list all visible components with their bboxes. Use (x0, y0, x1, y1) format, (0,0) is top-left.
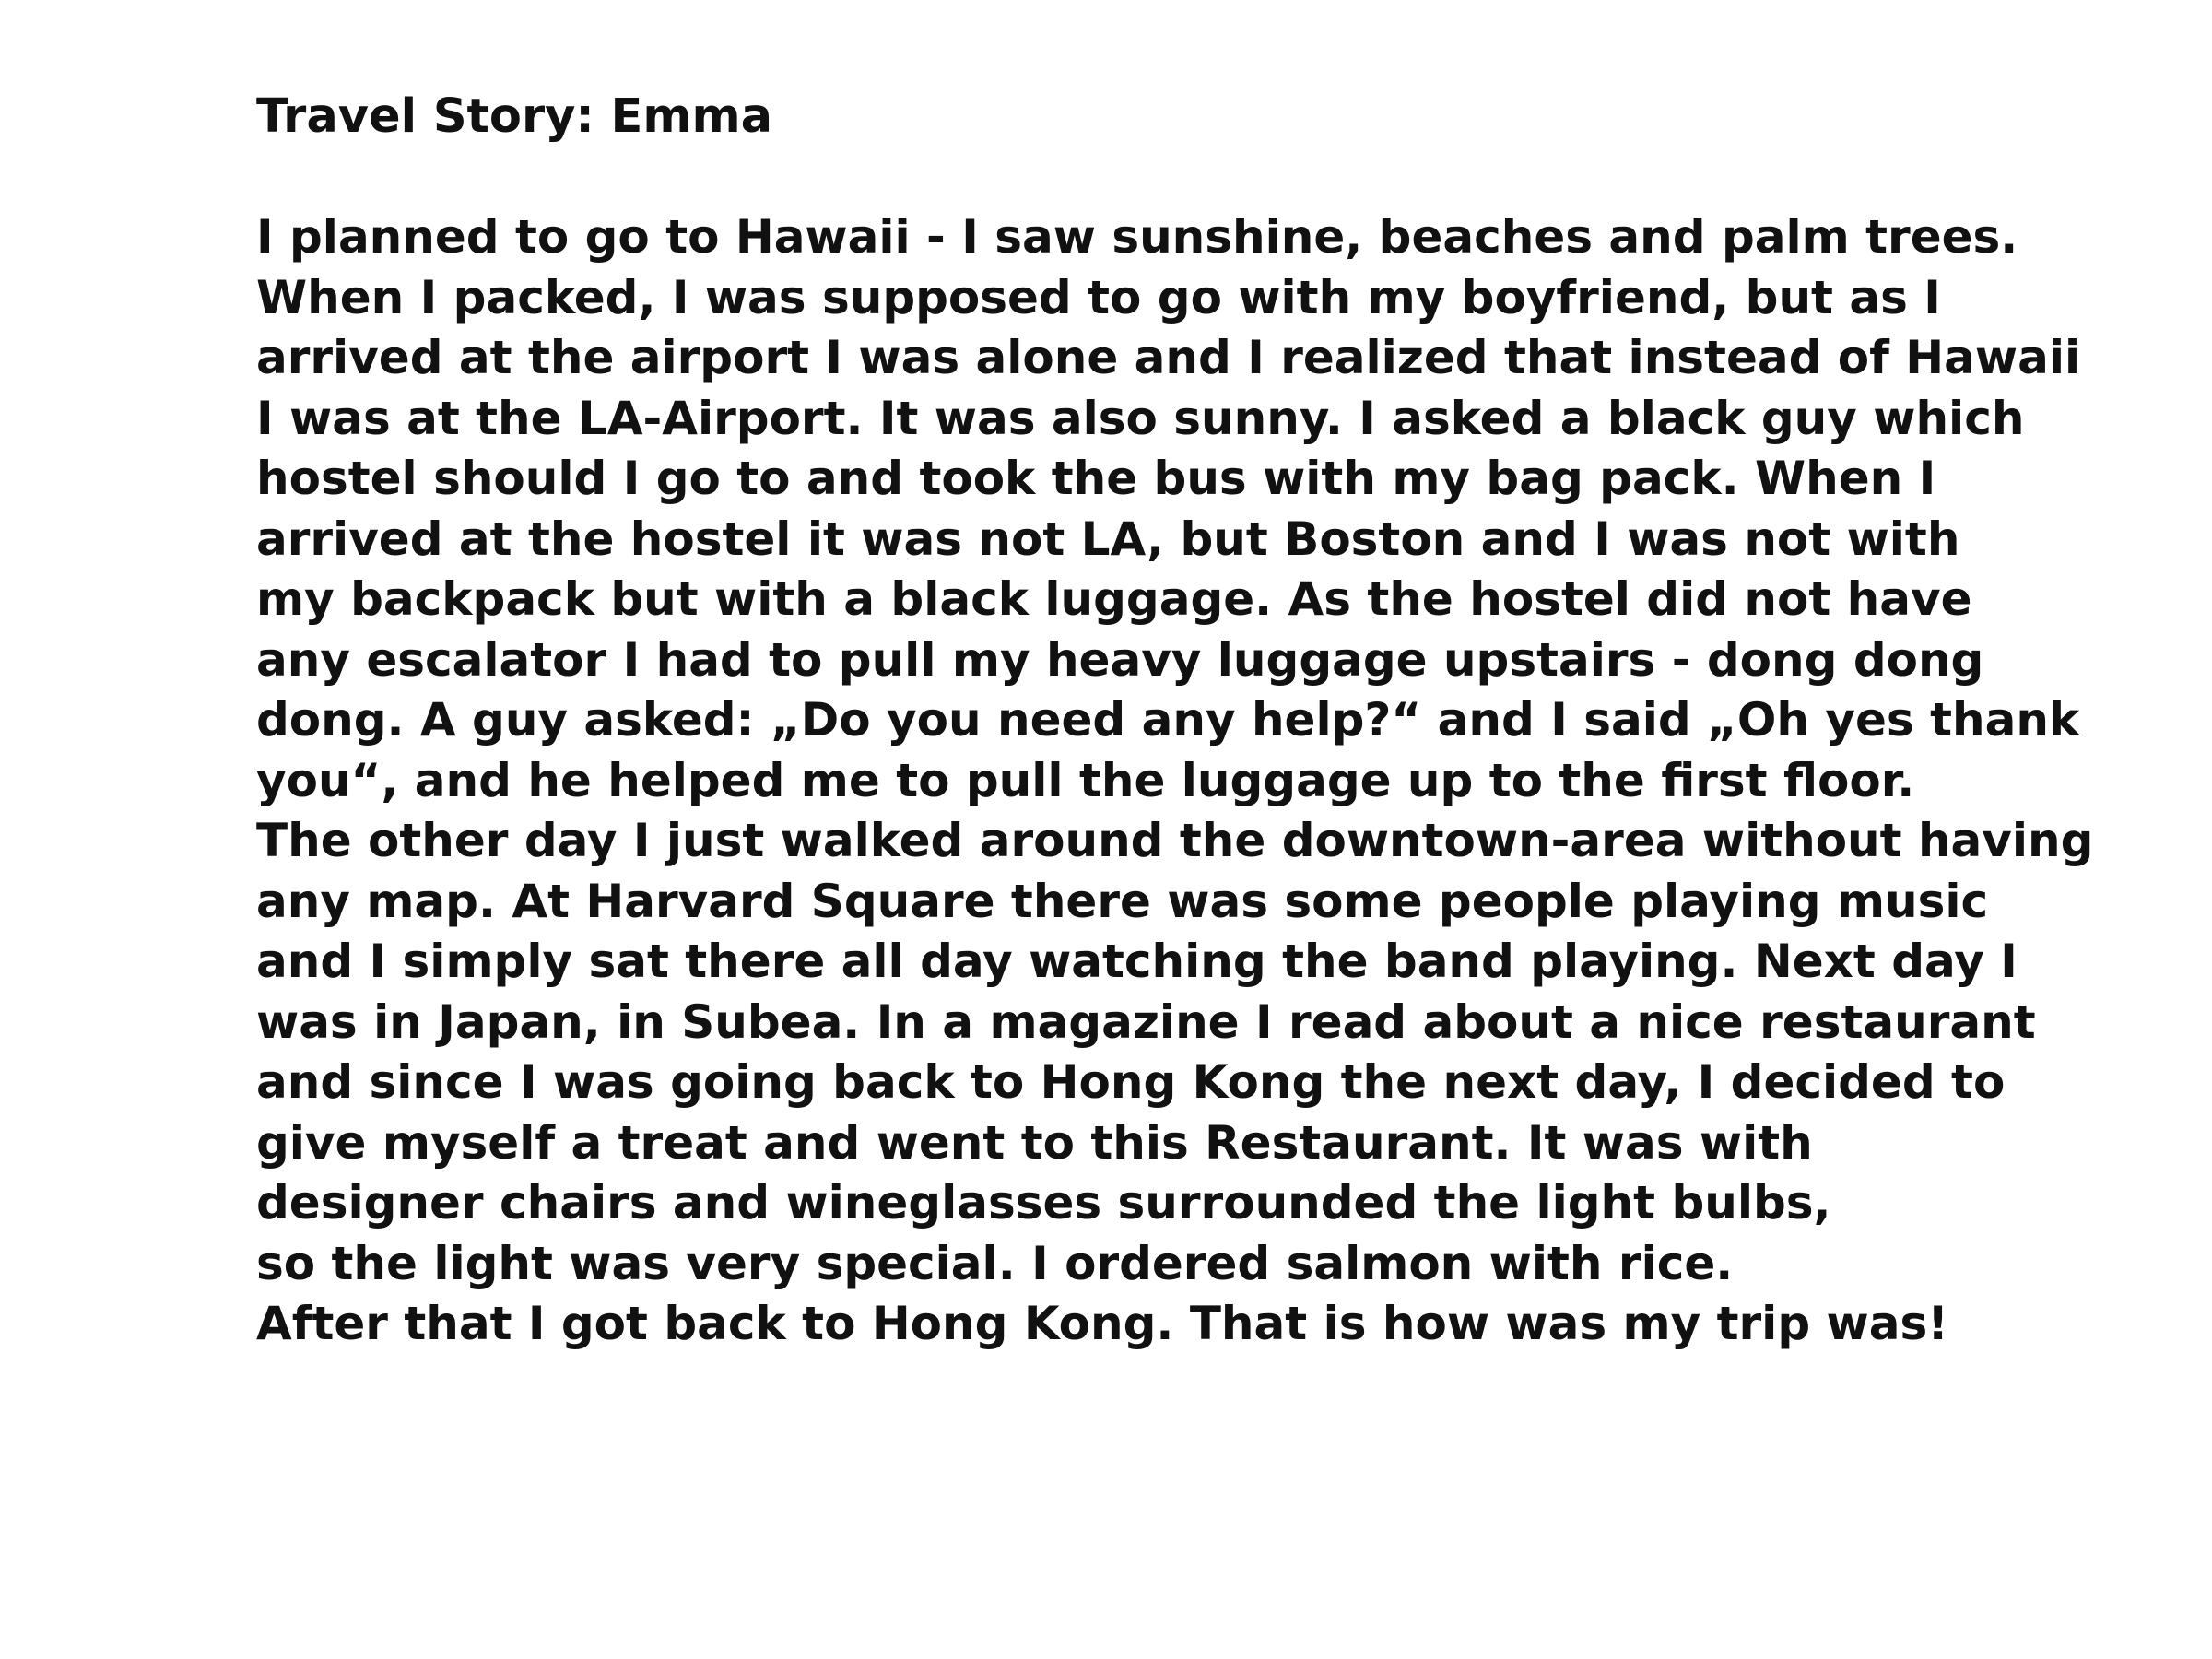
story-line: designer chairs and wineglasses surrounded the light bulbs, (256, 1176, 1831, 1230)
story-line: arrived at the hostel it was not LA, but Boston and I was not with (256, 512, 1960, 566)
story-line: my backpack but with a black luggage. As the hostel did not have (256, 572, 1972, 626)
story-line: so the light was very special. I ordered salmon with rice. (256, 1236, 1734, 1290)
story-line: hostel should I go to and took the bus with my bag pack. When I (256, 452, 1936, 505)
story-line: The other day I just walked around the downtown-area without having (256, 814, 2094, 867)
story-line: you“, and he helped me to pull the luggage up to the first floor. (256, 753, 1915, 807)
story-line: When I packed, I was supposed to go with my boyfriend, but as I (256, 270, 1941, 324)
story-line: any escalator I had to pull my heavy luggage upstairs - dong dong (256, 632, 1984, 687)
story-line: any map. At Harvard Square there was some people playing music (256, 874, 1989, 928)
story-line: dong. A guy asked: „Do you need any help?“ and I said „Oh yes thank (256, 693, 2080, 747)
story-line: was in Japan, in Subea. In a magazine I read about a nice restaurant (256, 994, 2036, 1049)
story-line: give myself a treat and went to this Restaurant. It was with (256, 1115, 1813, 1170)
story-line: After that I got back to Hong Kong. That is how was my trip was! (256, 1297, 1949, 1350)
story-title: Travel Story: Emma (256, 89, 773, 144)
story-document (256, 87, 2155, 1355)
story-line: and I simply sat there all day watching the band playing. Next day I (256, 935, 2018, 988)
story-body (256, 207, 2155, 1355)
story-line: I planned to go to Hawaii - I saw sunshine, beaches and palm trees. (256, 210, 2018, 264)
story-line: arrived at the airport I was alone and I realized that instead of Hawaii (256, 331, 2081, 384)
story-line: and since I was going back to Hong Kong the next day, I decided to (256, 1055, 2006, 1109)
story-line: I was at the LA-Airport. It was also sunny. I asked a black guy which (256, 391, 2025, 445)
